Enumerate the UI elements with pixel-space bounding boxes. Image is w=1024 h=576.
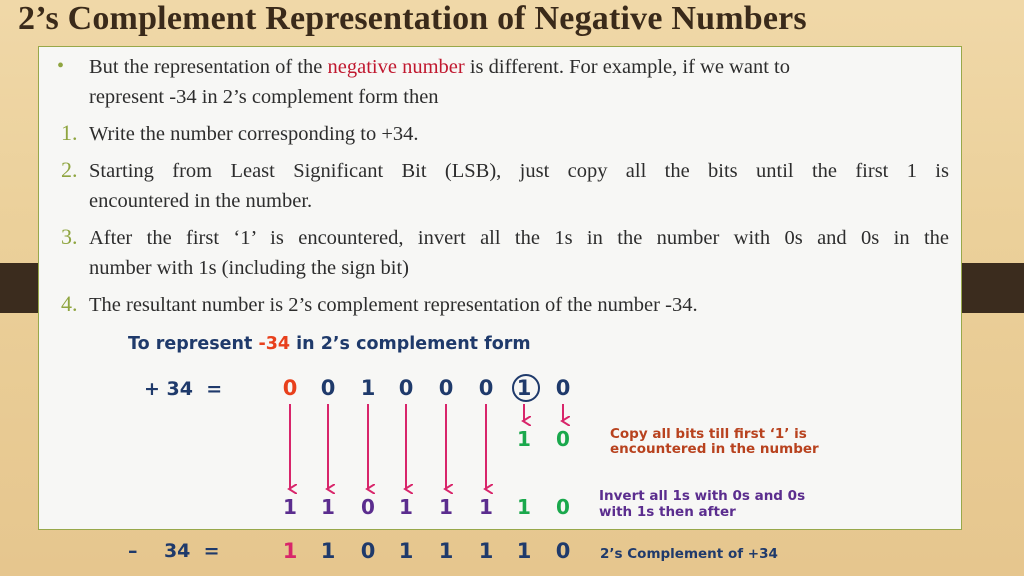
step-4-number: 4. <box>61 291 78 316</box>
inverted-bit: 0 <box>556 495 570 519</box>
result-bits <box>283 539 571 563</box>
step-1-number: 1. <box>61 120 78 145</box>
inverted-bit: 1 <box>439 495 453 519</box>
plus-34-bits <box>283 376 571 400</box>
plus-34-label: + 34 = <box>144 378 223 400</box>
result-bit: 1 <box>282 539 298 563</box>
intro-line-2: represent -34 in 2’s complement form then <box>89 86 439 108</box>
copied-bit: 1 <box>517 427 531 451</box>
inverted-bit: 1 <box>517 495 531 519</box>
step-3-text-2: number with 1s (including the sign bit) <box>89 257 409 279</box>
result-note: 2’s Complement of +34 <box>600 546 778 562</box>
result-bit: 1 <box>398 539 414 563</box>
plus-bit: 0 <box>398 376 414 400</box>
inverted-bit: 1 <box>283 495 297 519</box>
plus-bit: 0 <box>555 376 571 400</box>
inverted-bit: 1 <box>399 495 413 519</box>
intro-text-a: But the representation of the <box>89 56 328 78</box>
diagram-heading: To represent -34 in 2’s complement form <box>128 334 531 354</box>
result-bit: 0 <box>360 539 376 563</box>
copy-note-line-2: encountered in the number <box>610 441 819 457</box>
step-2-text-1: Starting from Least Significant Bit (LSB), just copy all the bits until the first 1 is <box>89 160 949 182</box>
inverted-bits <box>283 495 570 519</box>
minus-34-label: – 34 = <box>128 540 220 562</box>
step-1-text: Write the number corresponding to +34. <box>89 123 419 145</box>
slide-title: 2’s Complement Representation of Negative Numbers <box>18 0 807 37</box>
bullet-icon: • <box>57 55 65 77</box>
invert-note-line-1: Invert all 1s with 0s and 0s <box>599 488 806 504</box>
plus-bit: 1 <box>360 376 376 400</box>
step-2-number: 2. <box>61 157 78 182</box>
plus-bit: 0 <box>282 376 298 400</box>
inverted-bit: 1 <box>479 495 493 519</box>
step-2-text-2: encountered in the number. <box>89 190 313 212</box>
result-bit: 1 <box>478 539 494 563</box>
step-3-text-1: After the first ‘1’ is encountered, invert all the 1s in the number with 0s and 0s in the <box>89 227 949 249</box>
inverted-bit: 0 <box>361 495 375 519</box>
copied-bits <box>517 427 570 451</box>
step-3-number: 3. <box>61 224 78 249</box>
plus-bit: 0 <box>478 376 494 400</box>
intro-highlight: negative number <box>327 56 465 78</box>
plus-bit: 0 <box>320 376 336 400</box>
intro-text-b: is different. For example, if we want to <box>464 56 790 78</box>
invert-note-line-2: with 1s then after <box>599 504 736 520</box>
plus-bit: 0 <box>438 376 454 400</box>
result-bit: 1 <box>516 539 532 563</box>
plus-bit: 1 <box>516 376 532 400</box>
result-bit: 1 <box>438 539 454 563</box>
result-bit: 1 <box>320 539 336 563</box>
step-4-text: The resultant number is 2’s complement representation of the number -34. <box>89 294 698 316</box>
copy-note-line-1: Copy all bits till first ‘1’ is <box>610 426 807 442</box>
copied-bit: 0 <box>556 427 570 451</box>
inverted-bit: 1 <box>321 495 335 519</box>
result-bit: 0 <box>555 539 571 563</box>
